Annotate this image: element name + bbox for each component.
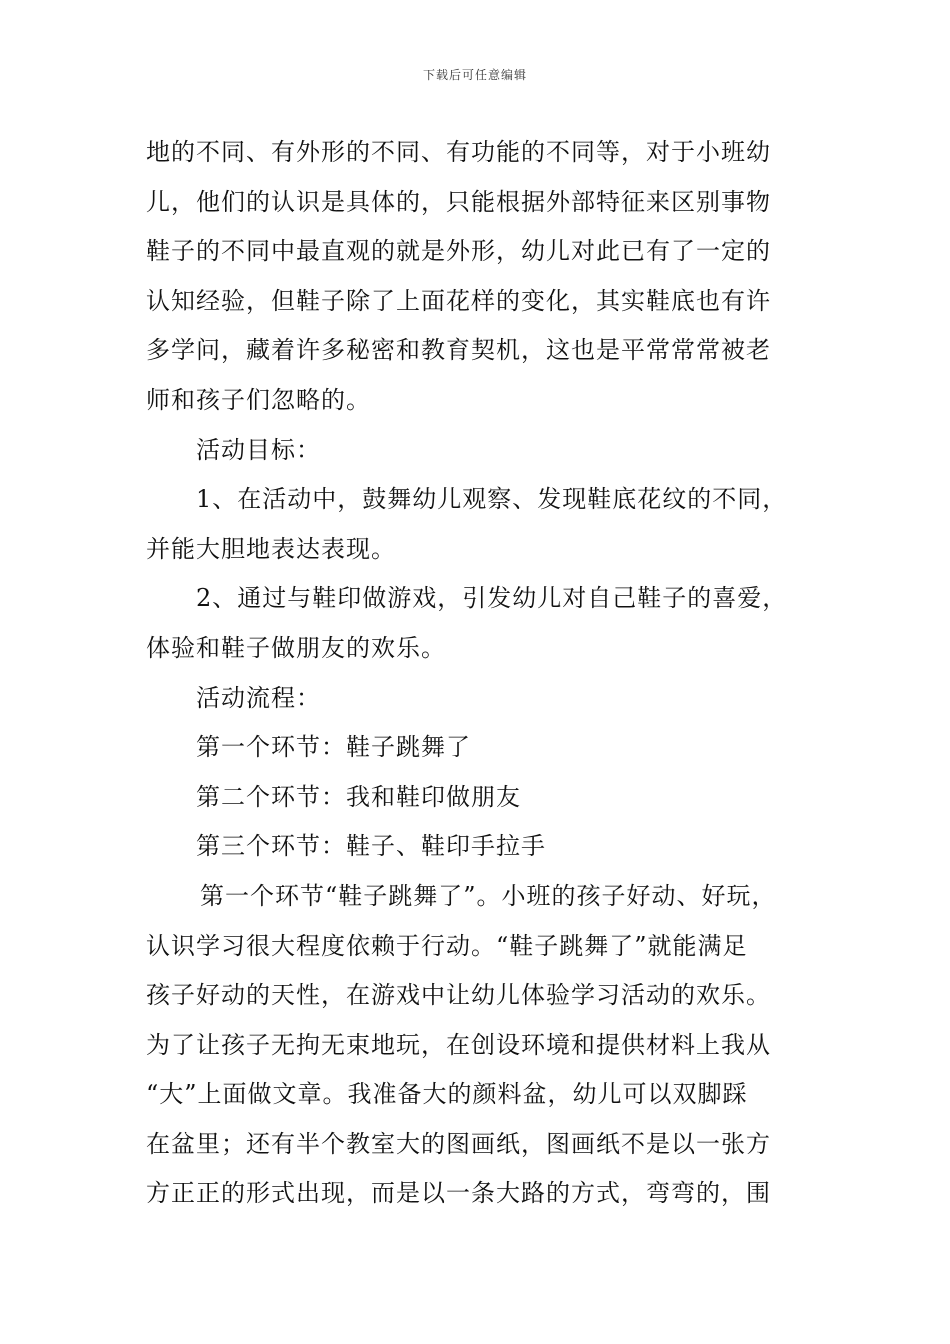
paragraph-line: 地的不同、有外形的不同、有功能的不同等，对于小班幼 bbox=[146, 138, 771, 166]
paragraph-line: 儿，他们的认识是具体的，只能根据外部特征来区别事物 bbox=[146, 187, 771, 216]
paragraph-line: 多学问，藏着许多秘密和教育契机，这也是平常常常被老 bbox=[146, 336, 771, 365]
paragraph-line: 方正正的形式出现，而是以一条大路的方式，弯弯的，围 bbox=[146, 1179, 771, 1208]
paragraph-line: 第一个环节“鞋子跳舞了”。小班的孩子好动、好玩， bbox=[200, 881, 777, 910]
paragraph-line: “大”上面做文章。我准备大的颜料盆，幼儿可以双脚踩 bbox=[146, 1080, 748, 1109]
paragraph-line: 师和孩子们忽略的。 bbox=[146, 385, 371, 414]
goal-item: 1、在活动中，鼓舞幼儿观察、发现鞋底花纹的不同， bbox=[196, 485, 788, 514]
process-step: 第三个环节：鞋子、鞋印手拉手 bbox=[196, 832, 546, 861]
process-step: 第一个环节：鞋子跳舞了 bbox=[196, 733, 471, 762]
section-heading-goals: 活动目标： bbox=[196, 435, 321, 464]
goal-item: 2、通过与鞋印做游戏，引发幼儿对自己鞋子的喜爱， bbox=[196, 584, 788, 613]
document-body bbox=[146, 128, 836, 1219]
paragraph-line: 体验和鞋子做朋友的欢乐。 bbox=[146, 633, 446, 662]
paragraph-line: 并能大胆地表达表现。 bbox=[146, 534, 396, 563]
paragraph-line: 认识学习很大程度依赖于行动。“鞋子跳舞了”就能满足 bbox=[146, 931, 748, 960]
page-header: 下载后可任意编辑 bbox=[422, 68, 527, 82]
section-heading-process: 活动流程： bbox=[196, 683, 321, 712]
paragraph-line: 鞋子的不同中最直观的就是外形，幼儿对此已有了一定的 bbox=[146, 237, 771, 266]
paragraph-line: 为了让孩子无拘无束地玩，在创设环境和提供材料上我从 bbox=[146, 1030, 771, 1059]
process-step: 第二个环节：我和鞋印做朋友 bbox=[196, 782, 521, 811]
paragraph-line: 孩子好动的天性，在游戏中让幼儿体验学习活动的欢乐。 bbox=[146, 981, 771, 1010]
paragraph-line: 在盆里；还有半个教室大的图画纸，图画纸不是以一张方 bbox=[146, 1129, 771, 1158]
paragraph-line: 认知经验，但鞋子除了上面花样的变化，其实鞋底也有许 bbox=[146, 286, 771, 315]
